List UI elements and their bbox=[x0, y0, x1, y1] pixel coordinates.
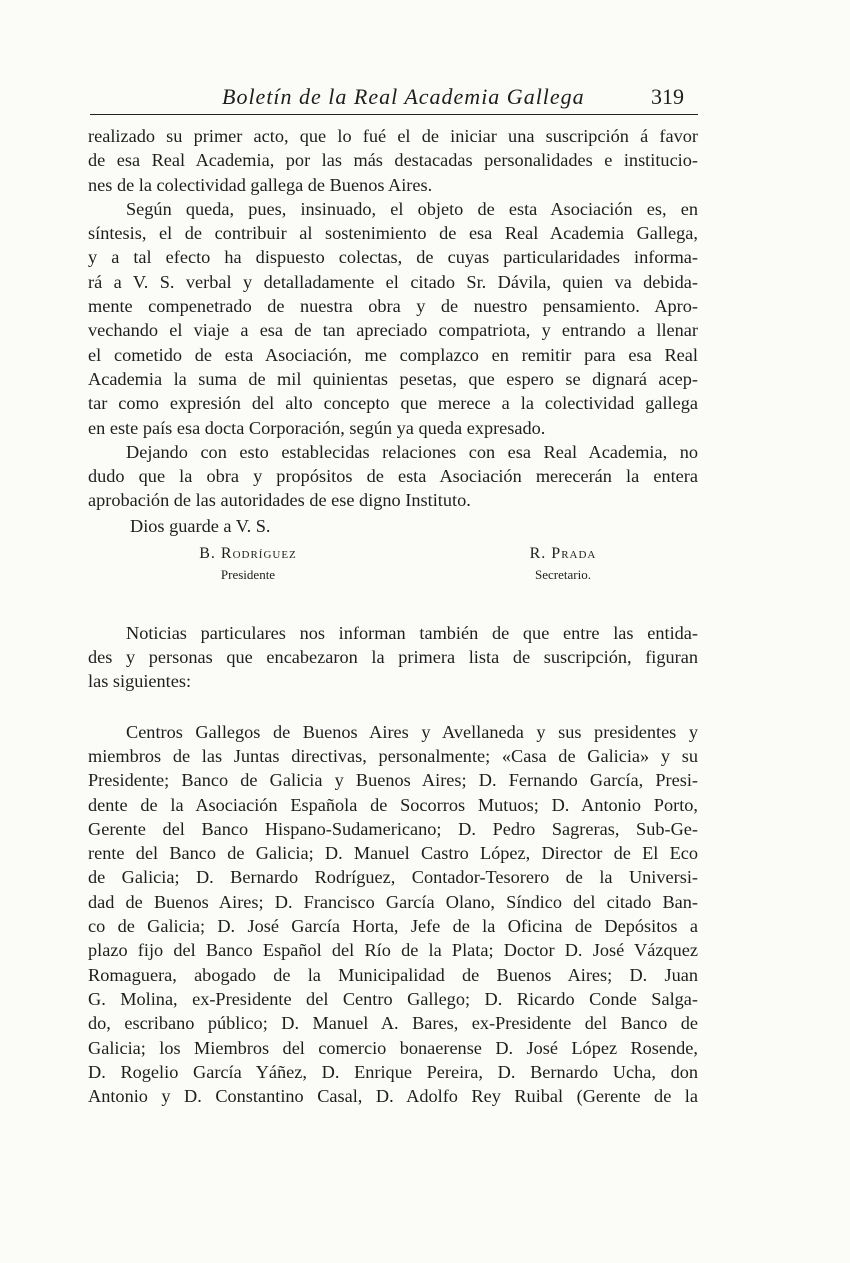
signature-secretary bbox=[498, 543, 628, 585]
page-number: 319 bbox=[651, 84, 684, 109]
paragraph-5 bbox=[88, 720, 698, 1109]
text-line: Romaguera, abogado de la Municipalidad de Buenos Aires; D. Juan bbox=[88, 964, 698, 985]
text-line: en este país esa docta Corporación, según ya queda expresado. bbox=[88, 417, 546, 438]
text-line: mente compenetrado de nuestra obra y de nuestro pensamiento. Apro- bbox=[88, 296, 698, 317]
spacer bbox=[88, 694, 698, 720]
paragraph-3 bbox=[88, 440, 698, 513]
text-line: y a tal efecto ha dispuesto colectas, de cuyas particularidades informa- bbox=[88, 247, 698, 268]
text-line: dente de la Asociación Española de Socorros Mutuos; D. Antonio Porto, bbox=[88, 794, 698, 815]
text-line: aprobación de las autoridades de ese digno Instituto. bbox=[88, 490, 471, 511]
signer-name: R. Prada bbox=[529, 544, 597, 562]
text-line: dudo que la obra y propósitos de esta Asociación merecerán la entera bbox=[88, 466, 698, 487]
text-line: Según queda, pues, insinuado, el objeto de esta Asociación es, en bbox=[126, 198, 698, 219]
text-line: nes de la colectividad gallega de Buenos Aires. bbox=[88, 174, 433, 195]
text-line: de esa Real Academia, por las más destacadas personalidades e institucio- bbox=[88, 150, 698, 171]
spacer bbox=[88, 601, 698, 621]
text-line: vechando el viaje a esa de tan apreciado compatriota, y entrando a llenar bbox=[88, 320, 698, 341]
text-line: de Galicia; D. Bernardo Rodríguez, Contador-Tesorero de la Universi- bbox=[88, 867, 698, 888]
text-line: rente del Banco de Galicia; D. Manuel Castro López, Director de El Eco bbox=[88, 843, 698, 864]
text-line: do, escribano público; D. Manuel A. Bares, ex-Presidente del Banco de bbox=[88, 1013, 698, 1034]
paragraph-1 bbox=[88, 124, 698, 197]
running-title: Boletín de la Real Academia Gallega bbox=[222, 84, 585, 109]
text-line: Galicia; los Miembros del comercio bonaerense D. José López Rosende, bbox=[88, 1037, 698, 1058]
text-line: Dejando con esto establecidas relaciones con esa Real Academia, no bbox=[126, 441, 698, 462]
text-line: Centros Gallegos de Buenos Aires y Avellaneda y sus presidentes y bbox=[126, 721, 698, 742]
text-line: las siguientes: bbox=[88, 671, 192, 692]
text-line: tar como expresión del alto concepto que merece a la colectividad gallega bbox=[88, 393, 698, 414]
text-line: co de Galicia; D. José García Horta, Jefe de la Oficina de Depósitos a bbox=[88, 916, 698, 937]
signature-block bbox=[88, 539, 698, 601]
text-line: D. Rogelio García Yáñez, D. Enrique Pereira, D. Bernardo Ucha, don bbox=[88, 1061, 698, 1082]
text-line: rá a V. S. verbal y detalladamente el citado Sr. Dávila, quien va debida- bbox=[88, 271, 698, 292]
text-line: Gerente del Banco Hispano-Sudamericano; D. Pedro Sagreras, Sub-Ge- bbox=[88, 818, 698, 839]
text-line: dad de Buenos Aires; D. Francisco García Olano, Síndico del citado Ban- bbox=[88, 891, 698, 912]
text-line: síntesis, el de contribuir al sostenimiento de esa Real Academia Gallega, bbox=[88, 223, 698, 244]
text-line: Academia la suma de mil quinientas pesetas, que espero se dignará acep- bbox=[88, 368, 698, 389]
text-line: Noticias particulares nos informan también de que entre las entida- bbox=[126, 622, 698, 643]
text-line: des y personas que encabezaron la primera lista de suscripción, figuran bbox=[88, 647, 698, 668]
text-line: el cometido de esta Asociación, me complazco en remitir para esa Real bbox=[88, 344, 698, 365]
text-line: plazo fijo del Banco Español del Río de la Plata; Doctor D. José Vázquez bbox=[88, 940, 698, 961]
text-line: G. Molina, ex-Presidente del Centro Gallego; D. Ricardo Conde Salga- bbox=[88, 988, 698, 1009]
body-text bbox=[88, 124, 698, 1108]
paragraph-2 bbox=[88, 197, 698, 440]
paragraph-4 bbox=[88, 621, 698, 694]
signer-role: Secretario. bbox=[535, 566, 591, 582]
text-line: miembros de las Juntas directivas, personalmente; «Casa de Galicia» y su bbox=[88, 745, 698, 766]
text-line: Antonio y D. Constantino Casal, D. Adolfo Rey Ruibal (Gerente de la bbox=[88, 1086, 698, 1107]
text-line: realizado su primer acto, que lo fué el de iniciar una suscripción á favor bbox=[88, 126, 698, 146]
closing-greeting: Dios guarde a V. S. bbox=[130, 515, 271, 536]
signer-name: B. Rodríguez bbox=[199, 544, 297, 562]
text-line: Presidente; Banco de Galicia y Buenos Aires; D. Fernando García, Presi- bbox=[88, 770, 698, 791]
signer-role: Presidente bbox=[220, 566, 276, 582]
signature-president bbox=[168, 543, 328, 585]
page-header bbox=[90, 84, 698, 115]
